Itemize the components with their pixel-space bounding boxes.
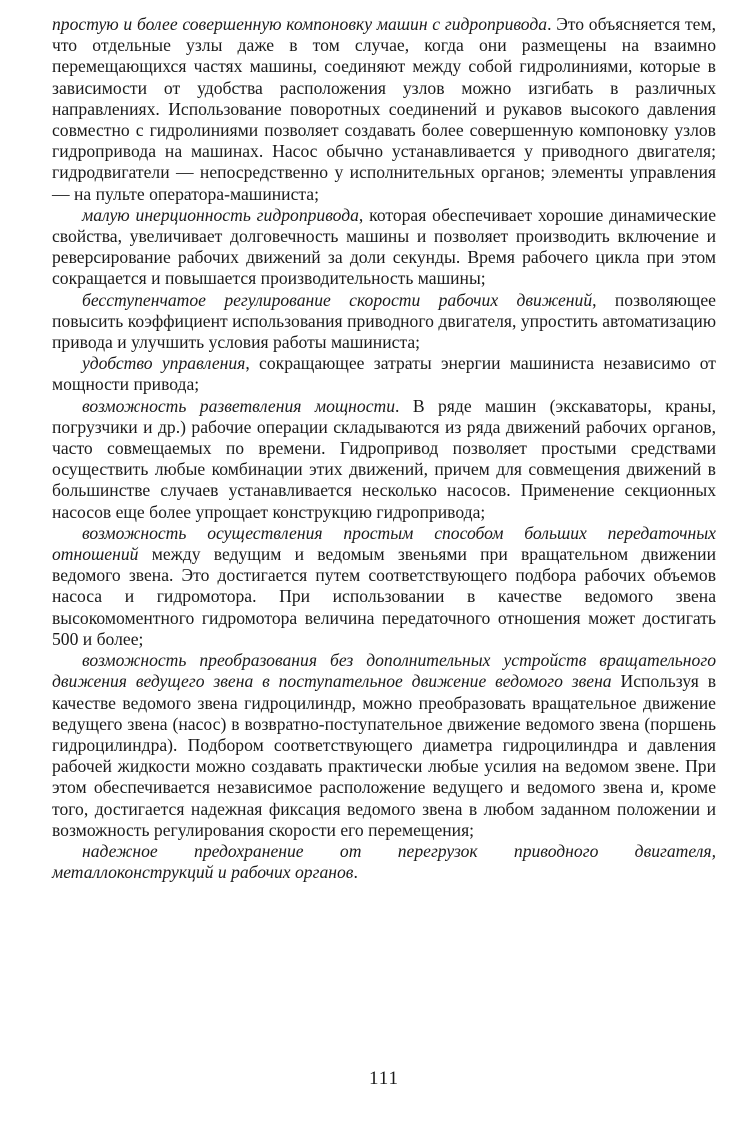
paragraph-gear-ratios bbox=[52, 523, 716, 650]
paragraph-overload-protection bbox=[52, 841, 716, 883]
paragraph-power-branching bbox=[52, 396, 716, 523]
paragraph-body: . В ряде машин (экскаваторы, краны, погрузчики и др.) рабочие операции складываются из ряда движений рабочих органов, часто совмещаемых по времени. Гидропривод позволяет простыми средствами осуществить любые комбинации этих движений, причем для совмещения движений в большинстве случаев устанавливается несколько насосов. Применение секционных насосов еще более упрощает конструкцию гидропривода; bbox=[52, 395, 716, 522]
paragraph-term: бесступенчатое регулирование скорости рабочих движений bbox=[82, 289, 593, 310]
paragraph-motion-conversion bbox=[52, 650, 716, 841]
page-number: 111 bbox=[368, 1068, 400, 1089]
paragraph-term: возможность преобразования без дополнительных устройств вращательного движения ведущего звена в поступательное движение ведомого звена bbox=[52, 650, 716, 692]
paragraph-body: Используя в качестве ведомого звена гидроцилиндр, можно преобразовать вращательное движение ведущего звена (насос) в возвратно-поступательное движение ведомого звена (поршень гидроцилиндра). Подбором соответствующего диаметра гидроцилиндра и давления рабочей жидкости можно создавать практически любые усилия на ведомом звене. При этом обеспечивается независимое расположение ведущего и ведомого звена и, кроме того, достигается надежная фиксация ведомого звена в любом заданном положении и возможность регулирования скорости его перемещения; bbox=[52, 671, 717, 840]
paragraph-term: возможность осуществления простым способом больших передаточных отношений bbox=[52, 522, 716, 565]
paragraph-body: , позволяющее повысить коэффициент использования приводного двигателя, упростить автоматизацию привода и улучшить условия работы машиниста; bbox=[52, 289, 716, 353]
paragraph-body: . Это объясняется тем, что отдельные узлы даже в том случае, когда они размещены на взаимно перемещающихся частях машины, соединяют между собой гидролиниями, которые в зависимости от удобства расположения узлов можно изгибать в различных направлениях. Использование поворотных соединений и рукавов высокого давления совместно с гидролиниями позволяет создавать более совершенную компоновку узлов гидропривода на машинах. Насос обычно устанавливается у приводного двигателя; гидродвигатели — непосредственно у исполнительных органов; элементы управления — на пульте оператора-машиниста; bbox=[52, 14, 716, 204]
paragraph-body: , которая обеспечивает хорошие динамические свойства, увеличивает долговечность машины и позволяет производить включение и реверсирование рабочих движений за доли секунды. Время рабочего цикла при этом сокращается и повышается производительность машины; bbox=[52, 204, 717, 289]
paragraph-body: . bbox=[353, 862, 358, 883]
paragraph-body: , сокращающее затраты энергии машиниста независимо от мощности привода; bbox=[52, 353, 716, 395]
book-page bbox=[52, 14, 716, 1114]
paragraph-low-inertia bbox=[52, 205, 716, 290]
paragraph-body: между ведущим и ведомым звеньями при вращательном движении ведомого звена. Это достигается путем соответствующего подбора рабочих объемов насоса и гидромотора. При использовании в качестве ведомого звена высокомоментного гидромотора величина передаточного отношения может достигать 500 и более; bbox=[52, 544, 716, 649]
paragraph-ease-of-control bbox=[52, 353, 716, 395]
paragraph-term: малую инерционность гидропривода bbox=[82, 204, 359, 225]
paragraph-term: простую и более совершенную компоновку машин с гидропривода bbox=[52, 14, 548, 34]
paragraph-compact-layout bbox=[52, 14, 716, 205]
paragraph-term: возможность разветвления мощности bbox=[82, 395, 396, 416]
paragraph-term: надежное предохранение от перегрузок приводного двигателя, металлоконструкций и рабочих органов bbox=[52, 840, 716, 883]
paragraph-stepless-regulation bbox=[52, 290, 716, 354]
paragraph-term: удобство управления bbox=[82, 353, 246, 374]
